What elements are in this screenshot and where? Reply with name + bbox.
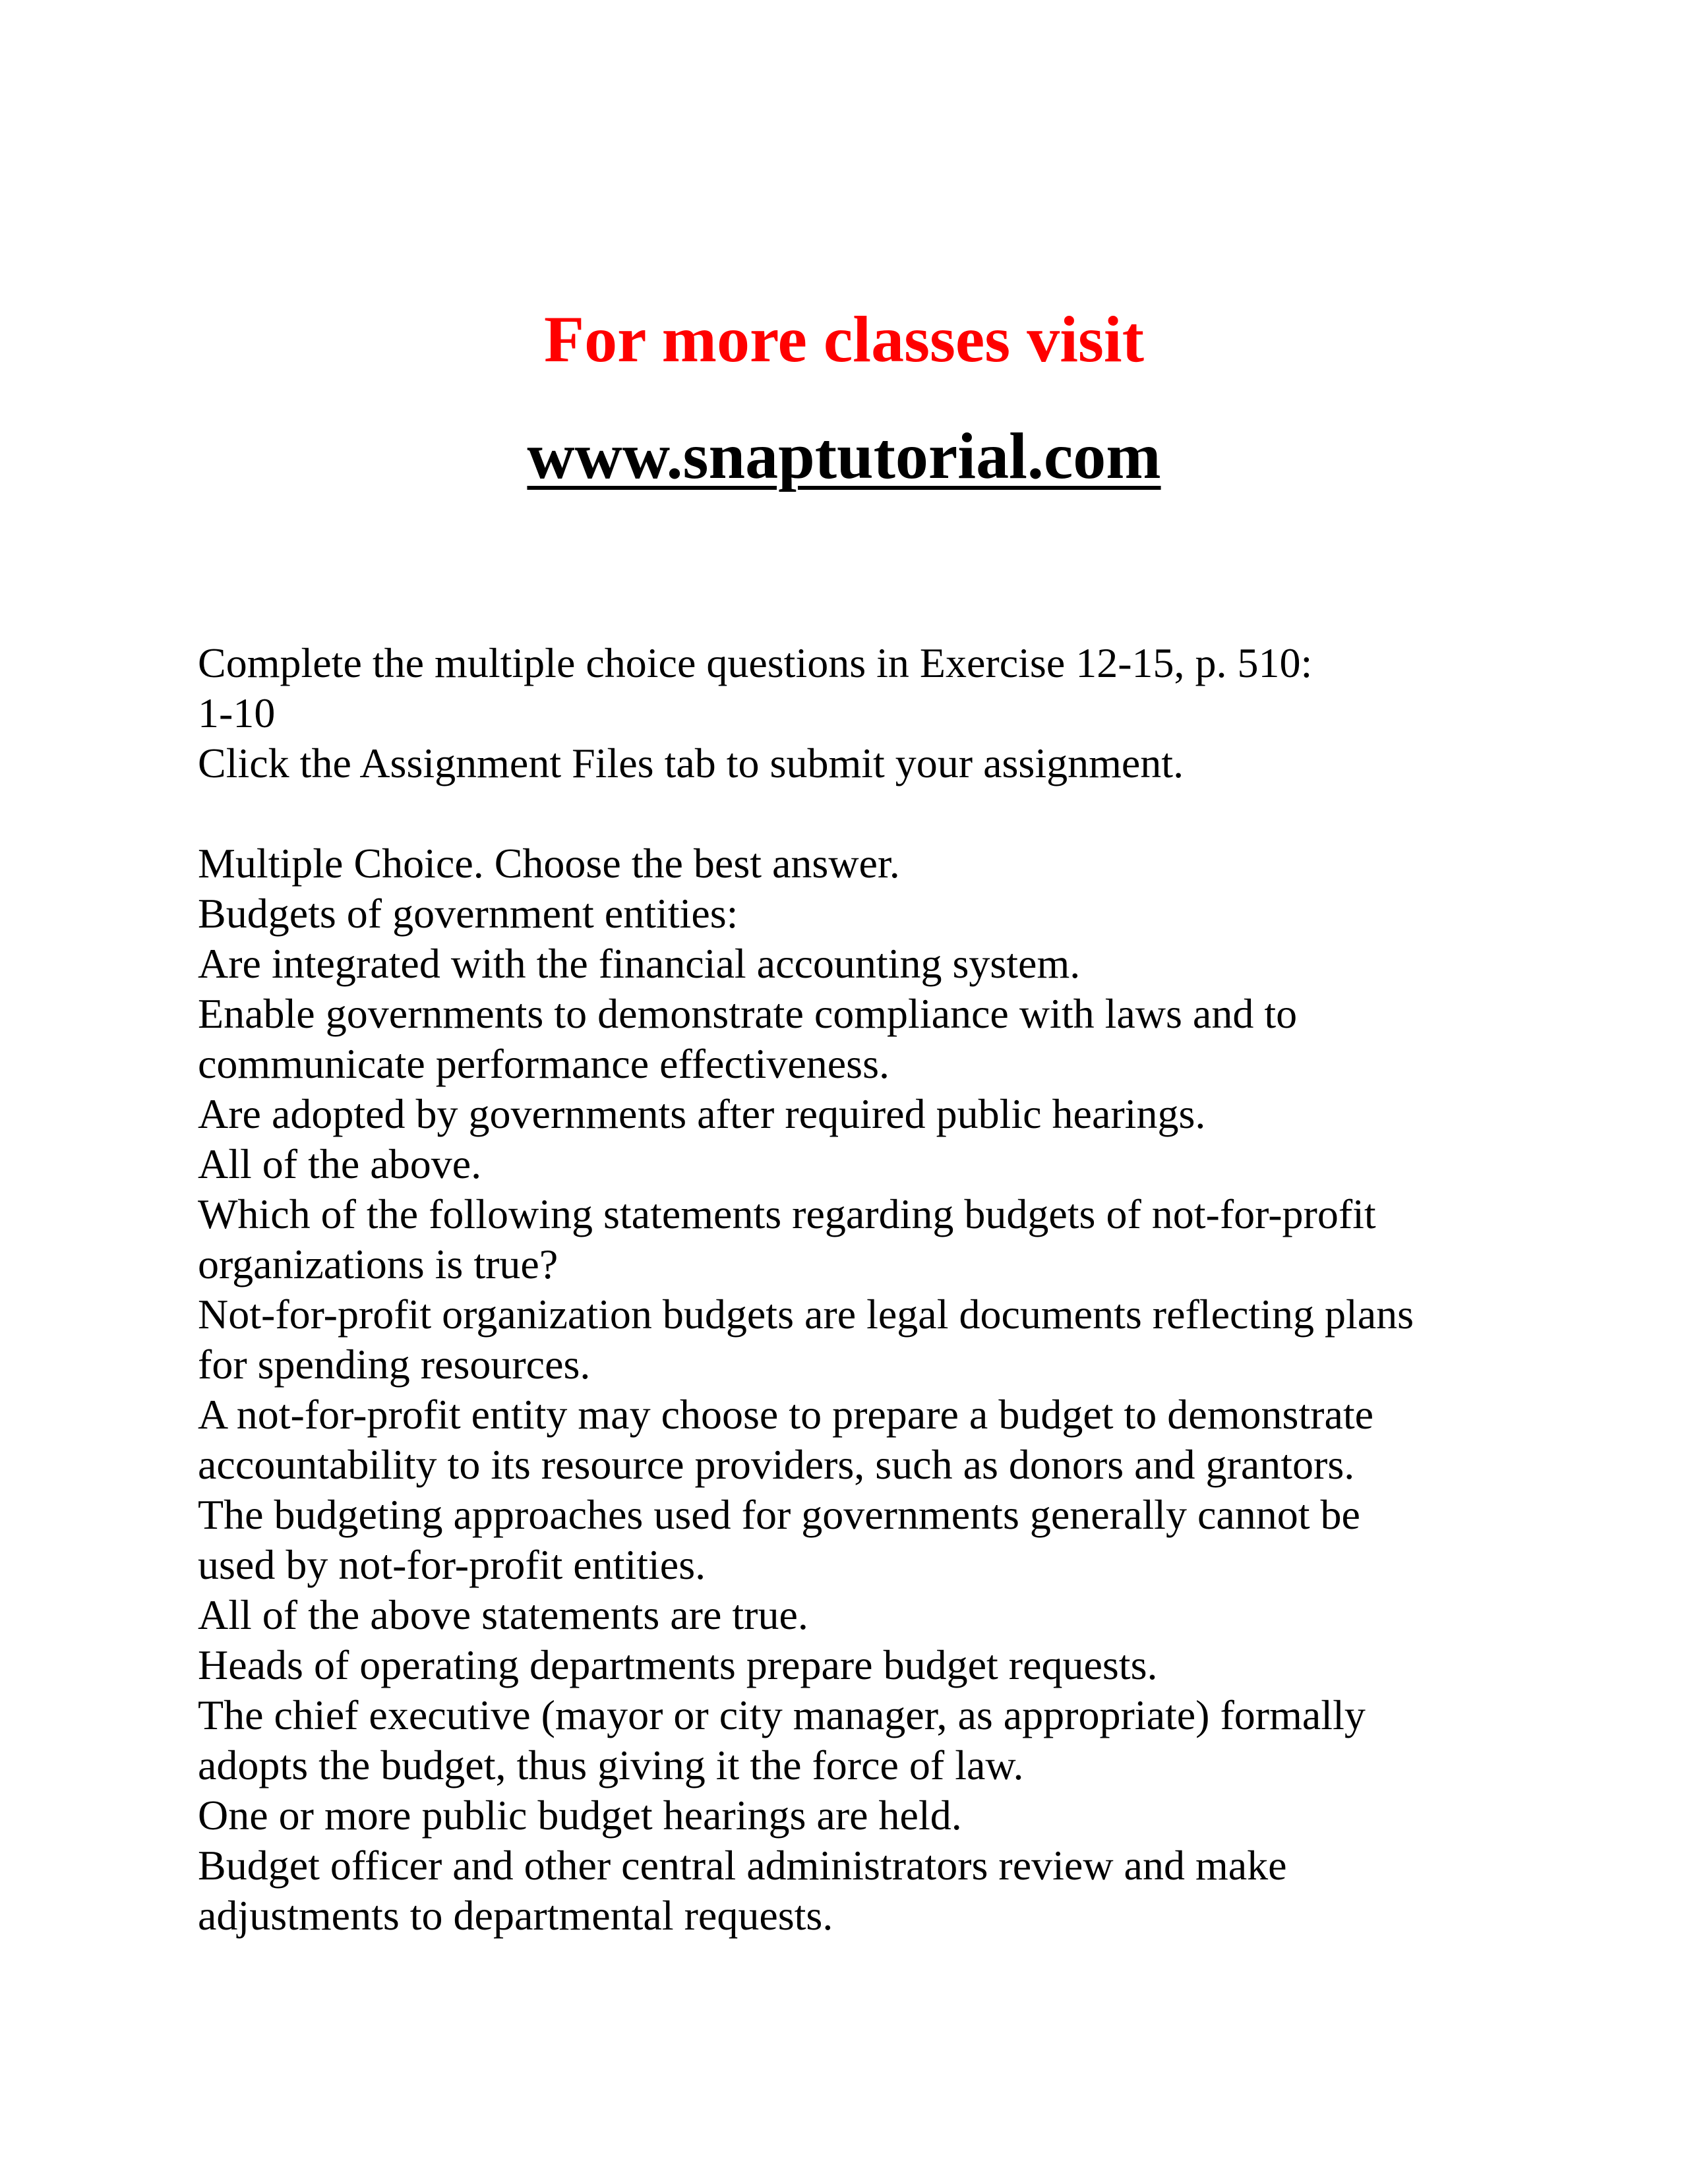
question-line: organizations is true? xyxy=(198,1241,558,1287)
answer-option-line: The budgeting approaches used for governments generally cannot be xyxy=(198,1491,1360,1538)
answer-option-line: Not-for-profit organization budgets are legal documents reflecting plans xyxy=(198,1291,1414,1338)
answer-option-line: communicate performance effectiveness. xyxy=(198,1040,889,1087)
answer-option-line: Are adopted by governments after required public hearings. xyxy=(198,1090,1206,1137)
instruction-line: 1-10 xyxy=(198,690,276,736)
site-link[interactable]: www.snaptutorial.com xyxy=(527,419,1161,492)
answer-option-line: adjustments to departmental requests. xyxy=(198,1892,833,1939)
question-line: Which of the following statements regarding budgets of not-for-profit xyxy=(198,1191,1376,1237)
answer-option-line: Are integrated with the financial accounting system. xyxy=(198,940,1081,987)
answer-option-line: A not-for-profit entity may choose to prepare a budget to demonstrate xyxy=(198,1391,1374,1438)
answer-option-line: adopts the budget, thus giving it the force of law. xyxy=(198,1742,1024,1788)
document-body xyxy=(198,638,1517,1941)
answer-option-line: used by not-for-profit entities. xyxy=(198,1541,706,1588)
answer-option-line: All of the above. xyxy=(198,1140,482,1187)
answer-option-line: Heads of operating departments prepare budget requests. xyxy=(198,1641,1158,1688)
instruction-line: Click the Assignment Files tab to submit your assignment. xyxy=(198,740,1184,786)
answer-option-line: Budget officer and other central administrators review and make xyxy=(198,1842,1287,1889)
answer-option-line: accountability to its resource providers, such as donors and grantors. xyxy=(198,1441,1355,1488)
section-heading: Multiple Choice. Choose the best answer. xyxy=(198,840,900,887)
question-line: Budgets of government entities: xyxy=(198,890,738,937)
instruction-line: Complete the multiple choice questions in Exercise 12-15, p. 510: xyxy=(198,639,1313,686)
answer-option-line: The chief executive (mayor or city manager, as appropriate) formally xyxy=(198,1692,1366,1738)
answer-option-line: Enable governments to demonstrate compliance with laws and to xyxy=(198,990,1298,1037)
paragraph-spacer xyxy=(198,788,1517,839)
answer-option-line: One or more public budget hearings are held. xyxy=(198,1792,962,1839)
answer-option-line: All of the above statements are true. xyxy=(198,1591,808,1638)
answer-option-line: for spending resources. xyxy=(198,1341,591,1388)
promo-heading: For more classes visit xyxy=(543,303,1144,376)
